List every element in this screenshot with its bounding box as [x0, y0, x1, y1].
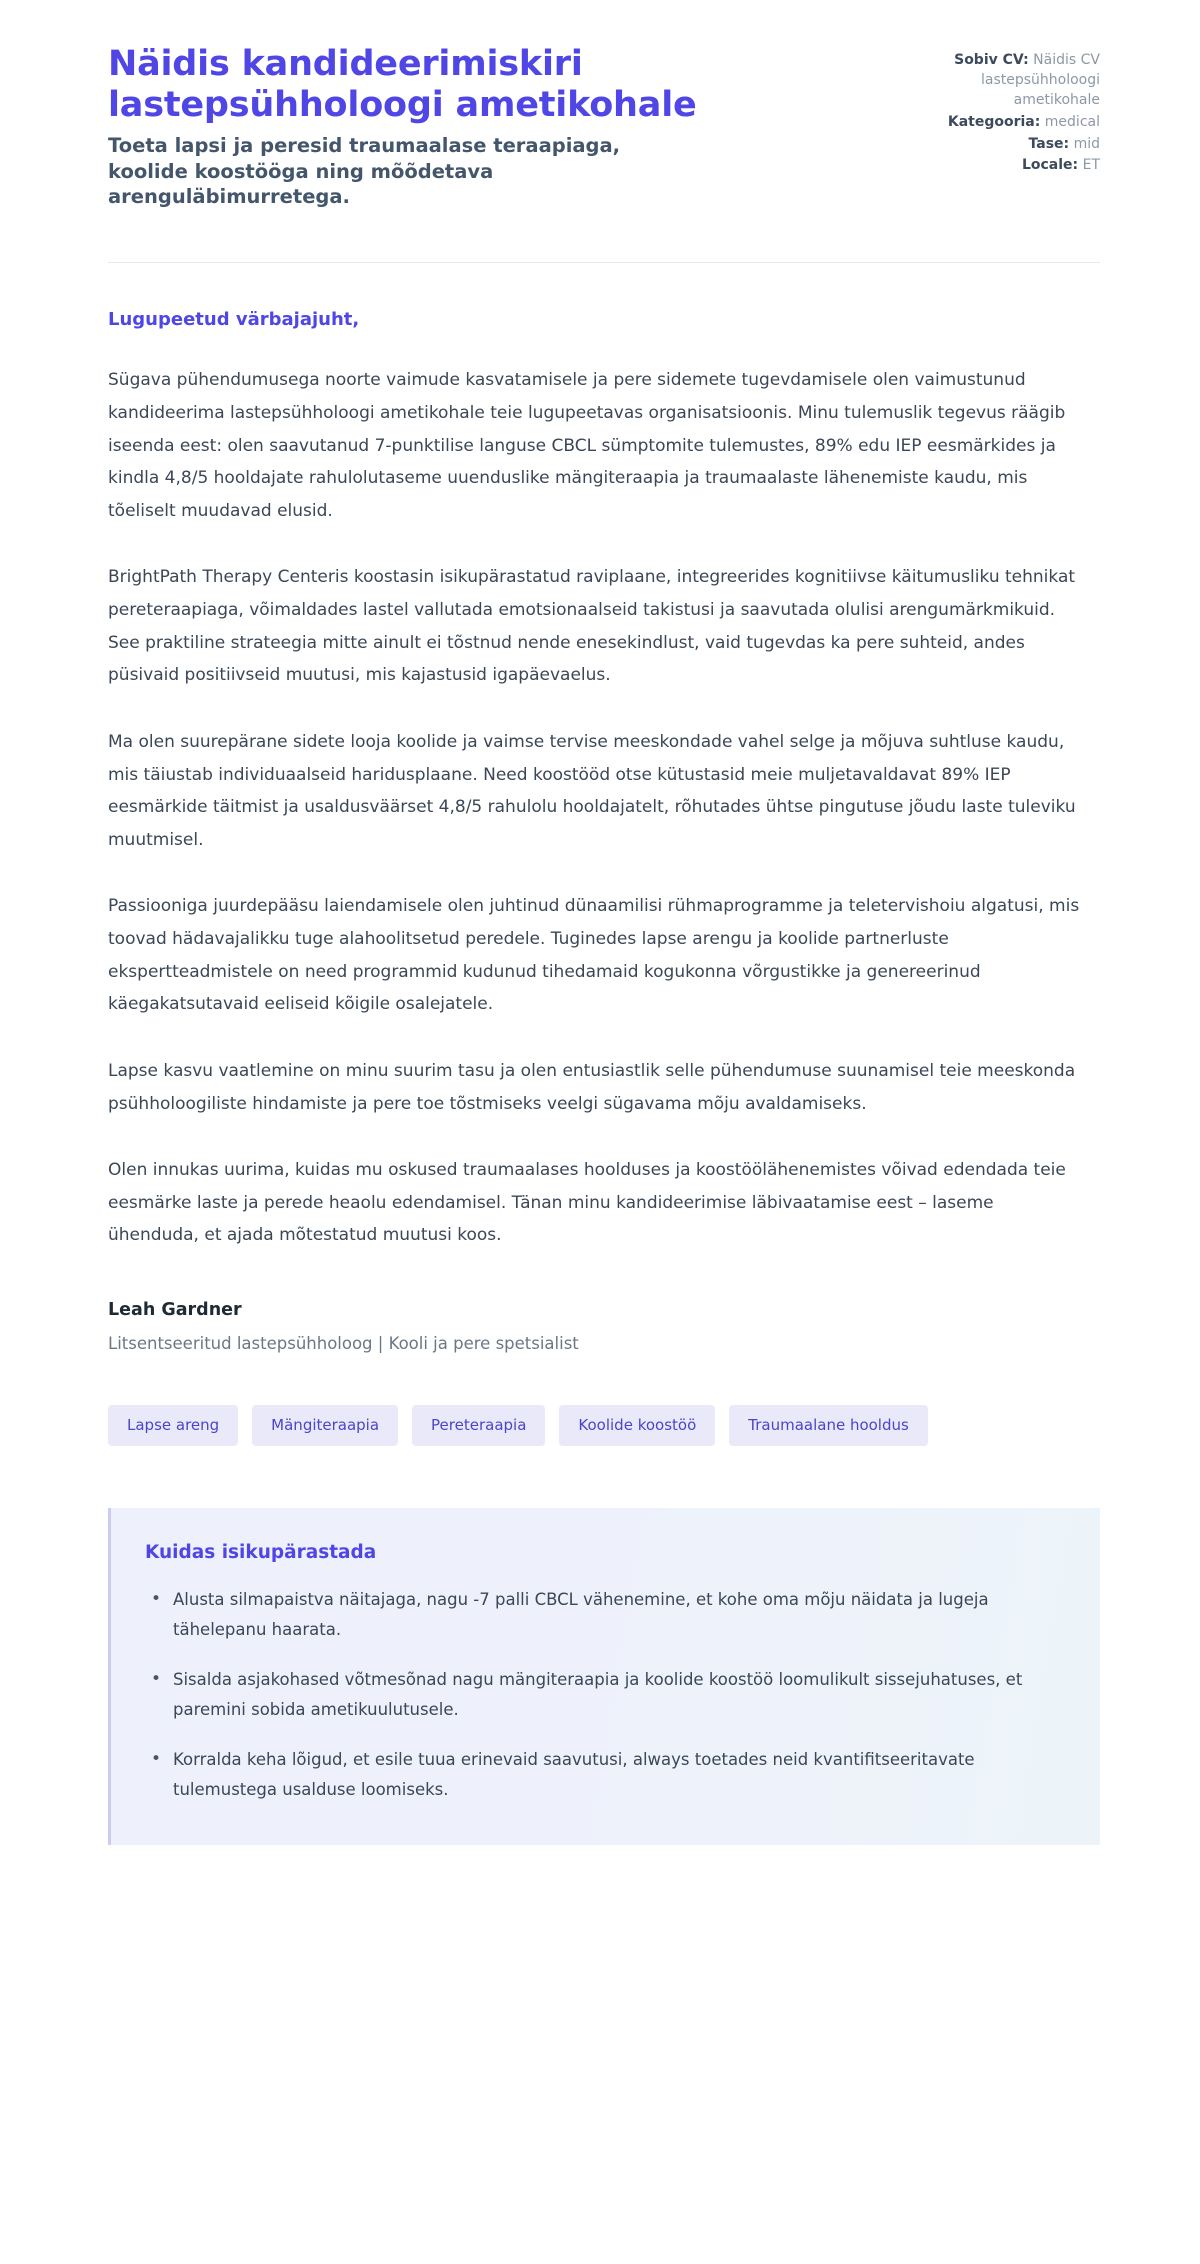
meta-row-locale [900, 156, 1100, 176]
callout-tip-item: • Alusta silmapaistva näitajaga, nagu -7 palli CBCL vähenemine, et kohe oma mõju näidata ja lugeja tähelepanu haarata. [145, 1585, 1045, 1645]
meta-row-level [900, 135, 1100, 155]
callout-tip-item: • Korralda keha lõigud, et esile tuua erinevaid saavutusi, always toetades neid kvantifitseeritavate tulemustega usalduse loomiseks. [145, 1745, 1045, 1805]
meta-label-cv: Sobiv CV: [954, 52, 1029, 68]
meta-value-level: mid [1073, 135, 1100, 152]
header-text-block [108, 44, 808, 210]
tag-item[interactable]: Mängiteraapia [252, 1405, 398, 1446]
callout-tip-item: • Sisalda asjakohased võtmesõnad nagu mängiteraapia ja koolide koostöö loomulikult sissejuhatuses, et paremini sobida ametikuulutusele. [145, 1665, 1045, 1725]
signature-role: Litsentseeritud lastepsühholoog | Kooli ja pere spetsialist [108, 1334, 579, 1354]
tag-item[interactable]: Traumaalane hooldus [729, 1405, 928, 1446]
personalization-callout [108, 1508, 1100, 1845]
meta-label-category: Kategooria: [947, 113, 1041, 130]
meta-row-category [900, 113, 1100, 133]
meta-label-locale: Locale: [1021, 157, 1079, 174]
callout-tip-list [145, 1585, 1060, 1805]
tag-list [108, 1405, 1100, 1446]
tag-item[interactable]: Pereteraapia [412, 1405, 545, 1446]
letter-paragraph: Sügava pühendumusega noorte vaimude kasvatamisele ja pere sidemete tugevdamisele olen vaimustunud kandideerima lastepsühholoogi ametikohale teie lugupeetavas organisatsioonis. Minu tulemuslik tegevus räägib iseenda eest: olen saavutanud 7-punktilise languse CBCL sümptomite tulemustes, 89% edu IEP eesmärkides ja kindla 4,8/5 hooldajate rahulolutaseme uuenduslike mängiteraapia ja traumaalaste lähenemiste kaudu, mis tõeliselt muudavad elusid. [108, 370, 1066, 521]
document-metadata [900, 44, 1100, 178]
tag-item[interactable]: Lapse areng [108, 1405, 238, 1446]
letter-paragraph: Lapse kasvu vaatlemine on minu suurim tasu ja olen entusiastlik selle pühendumuse suunamisel teie meeskonda psühholoogiliste hindamiste ja pere toe tõstmiseks veelgi sügavama mõju avaldamiseks. [108, 1060, 1076, 1114]
meta-value-locale: ET [1082, 157, 1100, 174]
letter-greeting: Lugupeetud värbajajuht, [108, 309, 360, 331]
meta-label-level: Tase: [1028, 135, 1070, 152]
letter-paragraph: Olen innukas uurima, kuidas mu oskused traumaalases hoolduses ja koostöölähenemistes võivad edendada teie eesmärke laste ja perede heaolu edendamisel. Tänan minu kandideerimise läbivaatamise eest – laseme ühenduda, et ajada mõtestatud muutusi koos. [108, 1160, 1066, 1246]
callout-title: Kuidas isikupärastada [145, 1542, 377, 1564]
page-subtitle: Toeta lapsi ja peresid traumaalase teraapiaga, koolide koostööga ning mõõdetava arenguläbimurretega. [108, 133, 621, 209]
letter-paragraph: Passiooniga juurdepääsu laiendamisele olen juhtinud dünaamilisi rühmaprogramme ja teletervishoiu algatusi, mis toovad hädavajalikku tuge alahoolitsetud peredele. Tuginedes lapse arengu ja koolide partnerluste ekspertteadmistele on need programmid kudunud tihedamaid kogukonna võrgustikke ja genereerinud käegakatsutavaid eeliseid kõigile osalejatele. [108, 896, 1080, 1015]
meta-row-cv [900, 51, 1100, 111]
meta-value-category: medical [1044, 113, 1100, 130]
page-title: Näidis kandideerimiskiri lastepsühholoogi ametikohale [108, 44, 697, 126]
tag-item[interactable]: Koolide koostöö [559, 1405, 715, 1446]
letter-paragraph: BrightPath Therapy Centeris koostasin isikupärastatud raviplaane, integreerides kognitiivse käitumusliku tehnikat pereteraapiaga, võimaldades lastel vallutada emotsionaalseid takistusi ja saavutada olulisi arengumärkmikuid. See praktiline strateegia mitte ainult ei tõstnud nende enesekindlust, vaid tugevdas ka pere suhteid, andes püsivaid positiivseid muutusi, mis kajastusid igapäevaelus. [108, 567, 1076, 686]
signature-block [108, 1300, 1100, 1353]
meta-value-cv: Näidis CV lastepsühholoogi ametikohale [980, 52, 1100, 108]
signature-name: Leah Gardner [108, 1300, 242, 1321]
document-header [108, 44, 1100, 210]
cover-letter-body [108, 263, 1100, 1353]
letter-paragraph: Ma olen suurepärane sidete looja koolide ja vaimse tervise meeskondade vahel selge ja mõjuva suhtluse kaudu, mis täiustab individuaalseid haridusplaane. Need koostööd otse kütustasid meie muljetavaldavat 89% IEP eesmärkide täitmist ja usaldusväärset 4,8/5 rahulolu hooldajatelt, rõhutades ühtse pingutuse jõudu laste tuleviku muutmisel. [108, 731, 1076, 850]
